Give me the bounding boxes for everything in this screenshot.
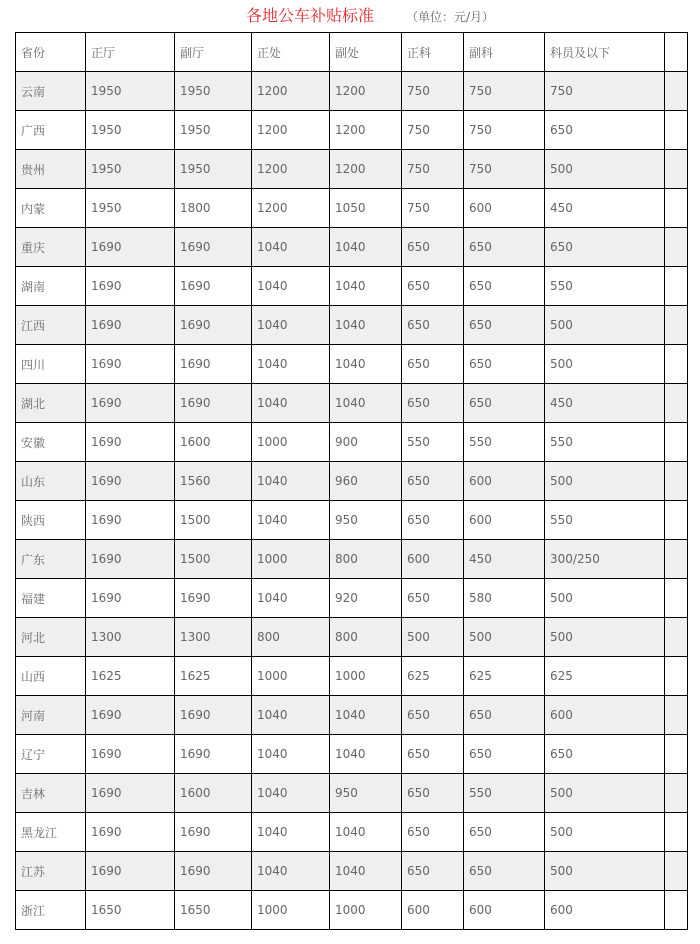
value-cell xyxy=(665,384,688,423)
value-cell: 1690 xyxy=(175,813,252,852)
value-cell: 750 xyxy=(402,111,464,150)
province-cell: 内蒙 xyxy=(16,189,86,228)
value-cell: 800 xyxy=(330,618,402,657)
value-cell: 1040 xyxy=(330,813,402,852)
value-cell: 1690 xyxy=(86,306,175,345)
table-row xyxy=(16,72,688,111)
value-cell xyxy=(665,540,688,579)
value-cell: 500 xyxy=(545,306,665,345)
value-cell: 1040 xyxy=(252,852,330,891)
column-header: 科员及以下 xyxy=(545,33,665,72)
value-cell: 1200 xyxy=(330,111,402,150)
value-cell: 650 xyxy=(402,267,464,306)
table-row xyxy=(16,384,688,423)
value-cell: 1690 xyxy=(86,267,175,306)
province-cell: 云南 xyxy=(16,72,86,111)
province-cell: 湖南 xyxy=(16,267,86,306)
value-cell: 1040 xyxy=(252,306,330,345)
value-cell: 750 xyxy=(402,150,464,189)
province-cell: 重庆 xyxy=(16,228,86,267)
value-cell: 1690 xyxy=(86,852,175,891)
value-cell: 650 xyxy=(402,852,464,891)
value-cell: 650 xyxy=(402,228,464,267)
value-cell: 650 xyxy=(402,306,464,345)
value-cell: 650 xyxy=(402,735,464,774)
table-row xyxy=(16,306,688,345)
value-cell: 650 xyxy=(402,384,464,423)
value-cell: 1690 xyxy=(86,501,175,540)
value-cell: 750 xyxy=(402,72,464,111)
value-cell: 1690 xyxy=(175,384,252,423)
table-row xyxy=(16,852,688,891)
value-cell: 500 xyxy=(545,618,665,657)
value-cell: 650 xyxy=(464,384,545,423)
value-cell xyxy=(665,345,688,384)
province-cell: 江西 xyxy=(16,306,86,345)
value-cell: 1200 xyxy=(252,150,330,189)
value-cell: 650 xyxy=(545,228,665,267)
value-cell xyxy=(665,267,688,306)
value-cell: 1050 xyxy=(330,189,402,228)
value-cell xyxy=(665,423,688,462)
province-cell: 辽宁 xyxy=(16,735,86,774)
table-row xyxy=(16,618,688,657)
value-cell: 1625 xyxy=(86,657,175,696)
value-cell: 1690 xyxy=(86,462,175,501)
value-cell: 1500 xyxy=(175,501,252,540)
value-cell: 1040 xyxy=(330,228,402,267)
value-cell: 1000 xyxy=(330,657,402,696)
value-cell: 550 xyxy=(402,423,464,462)
value-cell: 1040 xyxy=(252,228,330,267)
subsidy-table xyxy=(15,32,688,930)
province-cell: 广西 xyxy=(16,111,86,150)
value-cell: 600 xyxy=(545,891,665,930)
column-header: 副处 xyxy=(330,33,402,72)
value-cell: 1040 xyxy=(252,735,330,774)
value-cell: 1040 xyxy=(252,501,330,540)
value-cell: 1690 xyxy=(86,579,175,618)
table-row xyxy=(16,501,688,540)
column-header: 正处 xyxy=(252,33,330,72)
value-cell: 1040 xyxy=(252,579,330,618)
table-row xyxy=(16,228,688,267)
value-cell xyxy=(665,813,688,852)
value-cell: 1200 xyxy=(330,150,402,189)
value-cell: 1300 xyxy=(175,618,252,657)
table-row xyxy=(16,774,688,813)
value-cell xyxy=(665,696,688,735)
province-cell: 广东 xyxy=(16,540,86,579)
value-cell: 650 xyxy=(464,852,545,891)
value-cell: 1950 xyxy=(86,150,175,189)
value-cell: 950 xyxy=(330,501,402,540)
value-cell xyxy=(665,72,688,111)
province-cell: 湖北 xyxy=(16,384,86,423)
value-cell: 1040 xyxy=(330,306,402,345)
value-cell: 920 xyxy=(330,579,402,618)
province-cell: 福建 xyxy=(16,579,86,618)
table-row xyxy=(16,813,688,852)
value-cell xyxy=(665,735,688,774)
value-cell: 1690 xyxy=(175,852,252,891)
value-cell: 1800 xyxy=(175,189,252,228)
table-row xyxy=(16,345,688,384)
value-cell: 900 xyxy=(330,423,402,462)
value-cell: 1500 xyxy=(175,540,252,579)
value-cell xyxy=(665,111,688,150)
value-cell: 1040 xyxy=(330,345,402,384)
value-cell: 1690 xyxy=(86,540,175,579)
value-cell: 1950 xyxy=(86,111,175,150)
value-cell: 1600 xyxy=(175,774,252,813)
value-cell xyxy=(665,306,688,345)
value-cell: 1690 xyxy=(86,735,175,774)
value-cell: 550 xyxy=(464,423,545,462)
value-cell: 650 xyxy=(464,735,545,774)
value-cell: 500 xyxy=(402,618,464,657)
value-cell: 1040 xyxy=(252,696,330,735)
table-row xyxy=(16,696,688,735)
table-row xyxy=(16,111,688,150)
province-cell: 浙江 xyxy=(16,891,86,930)
value-cell: 1690 xyxy=(175,306,252,345)
value-cell: 650 xyxy=(545,735,665,774)
value-cell: 1000 xyxy=(252,657,330,696)
value-cell: 650 xyxy=(464,228,545,267)
value-cell: 1650 xyxy=(175,891,252,930)
value-cell: 580 xyxy=(464,579,545,618)
value-cell: 650 xyxy=(402,579,464,618)
value-cell: 1000 xyxy=(252,423,330,462)
value-cell: 450 xyxy=(464,540,545,579)
value-cell: 300/250 xyxy=(545,540,665,579)
value-cell xyxy=(665,501,688,540)
table-row xyxy=(16,540,688,579)
value-cell: 1040 xyxy=(330,696,402,735)
value-cell: 500 xyxy=(545,774,665,813)
value-cell: 550 xyxy=(545,423,665,462)
value-cell: 650 xyxy=(464,267,545,306)
value-cell: 650 xyxy=(464,345,545,384)
value-cell: 600 xyxy=(464,189,545,228)
value-cell: 1040 xyxy=(252,774,330,813)
column-header: 正科 xyxy=(402,33,464,72)
value-cell: 600 xyxy=(464,462,545,501)
value-cell: 1950 xyxy=(175,111,252,150)
value-cell: 650 xyxy=(464,306,545,345)
value-cell: 1200 xyxy=(330,72,402,111)
value-cell: 1690 xyxy=(175,345,252,384)
value-cell: 1040 xyxy=(330,267,402,306)
table-row xyxy=(16,267,688,306)
value-cell: 1000 xyxy=(252,891,330,930)
value-cell: 625 xyxy=(545,657,665,696)
table-row xyxy=(16,189,688,228)
province-cell: 山东 xyxy=(16,462,86,501)
value-cell: 1690 xyxy=(86,774,175,813)
value-cell: 1040 xyxy=(330,384,402,423)
column-header: 副厅 xyxy=(175,33,252,72)
province-cell: 四川 xyxy=(16,345,86,384)
value-cell: 1690 xyxy=(86,228,175,267)
province-cell: 河南 xyxy=(16,696,86,735)
value-cell: 600 xyxy=(545,696,665,735)
value-cell: 1040 xyxy=(252,345,330,384)
value-cell: 625 xyxy=(464,657,545,696)
value-cell: 1690 xyxy=(175,735,252,774)
table-body xyxy=(16,33,688,930)
value-cell: 1690 xyxy=(175,267,252,306)
table-row xyxy=(16,735,688,774)
value-cell: 1950 xyxy=(175,150,252,189)
value-cell: 1690 xyxy=(86,696,175,735)
value-cell: 1000 xyxy=(330,891,402,930)
value-cell: 500 xyxy=(545,579,665,618)
value-cell: 1600 xyxy=(175,423,252,462)
value-cell: 550 xyxy=(545,501,665,540)
value-cell: 1200 xyxy=(252,189,330,228)
value-cell: 650 xyxy=(402,774,464,813)
value-cell: 1300 xyxy=(86,618,175,657)
value-cell xyxy=(665,579,688,618)
province-cell: 贵州 xyxy=(16,150,86,189)
value-cell: 1690 xyxy=(175,228,252,267)
value-cell: 650 xyxy=(402,813,464,852)
table-header-row xyxy=(16,33,688,72)
value-cell: 1690 xyxy=(86,345,175,384)
province-cell: 安徽 xyxy=(16,423,86,462)
province-cell: 山西 xyxy=(16,657,86,696)
value-cell: 650 xyxy=(464,696,545,735)
value-cell: 950 xyxy=(330,774,402,813)
value-cell: 550 xyxy=(464,774,545,813)
value-cell: 750 xyxy=(464,150,545,189)
value-cell: 500 xyxy=(545,462,665,501)
province-cell: 河北 xyxy=(16,618,86,657)
value-cell xyxy=(665,189,688,228)
value-cell xyxy=(665,657,688,696)
value-cell: 450 xyxy=(545,189,665,228)
value-cell: 650 xyxy=(402,345,464,384)
table-row xyxy=(16,423,688,462)
value-cell: 1690 xyxy=(86,423,175,462)
value-cell: 550 xyxy=(545,267,665,306)
value-cell: 1950 xyxy=(175,72,252,111)
value-cell: 650 xyxy=(402,501,464,540)
column-header: 正厅 xyxy=(86,33,175,72)
value-cell: 1040 xyxy=(330,735,402,774)
value-cell xyxy=(665,852,688,891)
value-cell: 650 xyxy=(402,462,464,501)
value-cell: 1200 xyxy=(252,72,330,111)
value-cell: 625 xyxy=(402,657,464,696)
value-cell: 750 xyxy=(402,189,464,228)
value-cell: 1950 xyxy=(86,72,175,111)
value-cell: 650 xyxy=(464,813,545,852)
value-cell: 1625 xyxy=(175,657,252,696)
value-cell: 500 xyxy=(545,813,665,852)
value-cell xyxy=(665,462,688,501)
value-cell: 450 xyxy=(545,384,665,423)
value-cell: 500 xyxy=(545,852,665,891)
value-cell xyxy=(665,228,688,267)
value-cell: 750 xyxy=(464,72,545,111)
table-row xyxy=(16,657,688,696)
value-cell: 1040 xyxy=(252,462,330,501)
value-cell: 800 xyxy=(252,618,330,657)
value-cell: 650 xyxy=(402,696,464,735)
value-cell: 650 xyxy=(545,111,665,150)
column-header: 省份 xyxy=(16,33,86,72)
value-cell: 600 xyxy=(402,891,464,930)
table-row xyxy=(16,150,688,189)
value-cell xyxy=(665,150,688,189)
column-header: 副科 xyxy=(464,33,545,72)
value-cell: 1000 xyxy=(252,540,330,579)
value-cell: 600 xyxy=(464,501,545,540)
value-cell: 1560 xyxy=(175,462,252,501)
value-cell: 1690 xyxy=(86,384,175,423)
title-bar xyxy=(0,0,700,32)
value-cell: 960 xyxy=(330,462,402,501)
value-cell: 500 xyxy=(545,150,665,189)
value-cell: 1650 xyxy=(86,891,175,930)
table-row xyxy=(16,579,688,618)
value-cell: 600 xyxy=(464,891,545,930)
value-cell: 1690 xyxy=(175,579,252,618)
province-cell: 江苏 xyxy=(16,852,86,891)
value-cell: 1040 xyxy=(252,267,330,306)
value-cell: 1690 xyxy=(86,813,175,852)
value-cell: 1200 xyxy=(252,111,330,150)
value-cell xyxy=(665,891,688,930)
value-cell xyxy=(665,618,688,657)
page-title: 各地公车补贴标准 xyxy=(246,6,375,25)
province-cell: 陕西 xyxy=(16,501,86,540)
column-header xyxy=(665,33,688,72)
value-cell: 1040 xyxy=(252,384,330,423)
value-cell: 1040 xyxy=(252,813,330,852)
value-cell: 1950 xyxy=(86,189,175,228)
table-row xyxy=(16,462,688,501)
value-cell: 600 xyxy=(402,540,464,579)
value-cell: 1690 xyxy=(175,696,252,735)
value-cell: 1040 xyxy=(330,852,402,891)
table-row xyxy=(16,891,688,930)
value-cell: 500 xyxy=(545,345,665,384)
province-cell: 黑龙江 xyxy=(16,813,86,852)
province-cell: 吉林 xyxy=(16,774,86,813)
value-cell: 750 xyxy=(545,72,665,111)
unit-label: （单位：元/月） xyxy=(406,10,495,24)
value-cell: 750 xyxy=(464,111,545,150)
value-cell: 500 xyxy=(464,618,545,657)
value-cell: 800 xyxy=(330,540,402,579)
value-cell xyxy=(665,774,688,813)
